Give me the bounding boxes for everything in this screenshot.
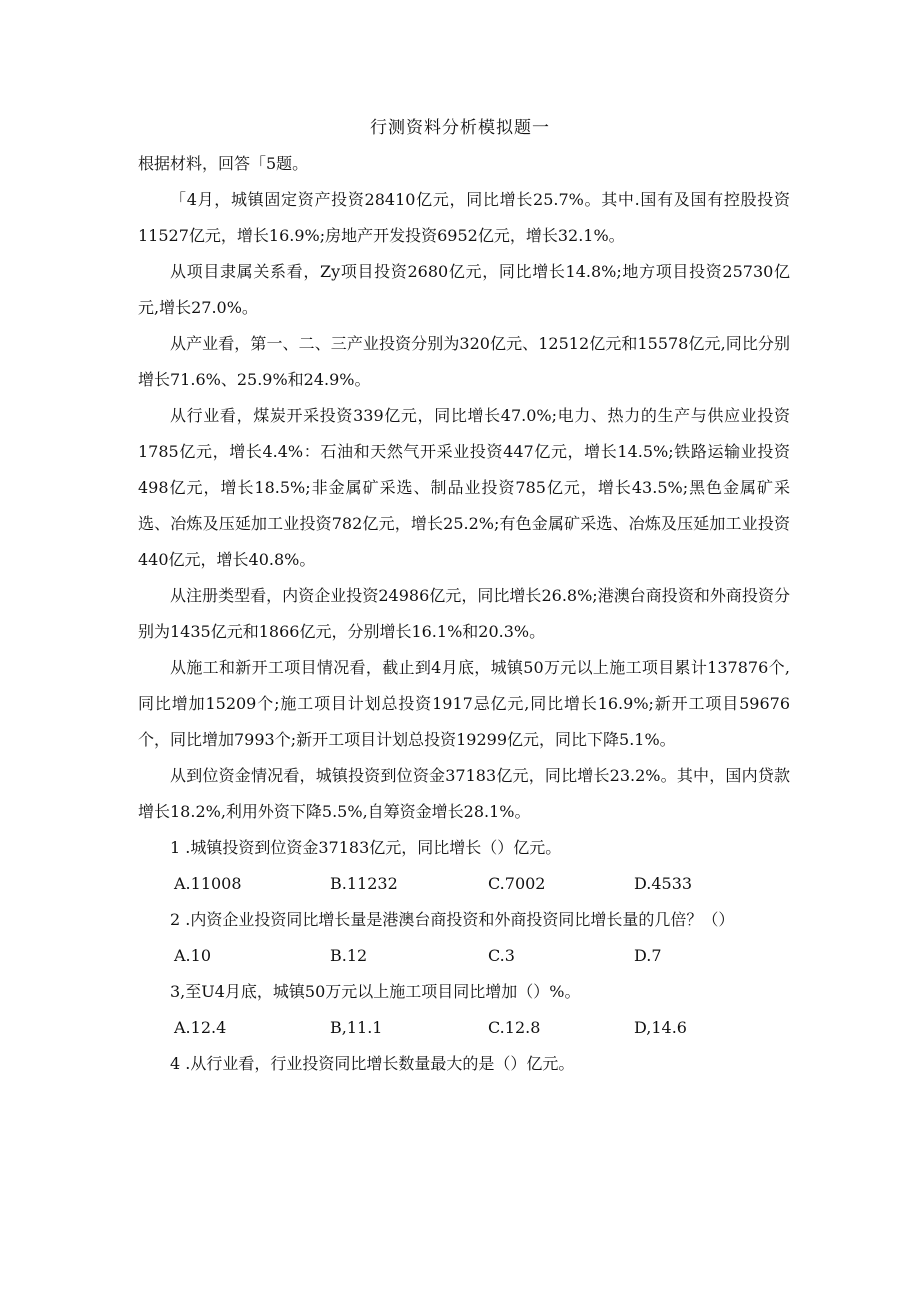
option-b: B.12 xyxy=(330,946,368,965)
paragraph-funding: 从到位资金情况看，城镇投资到位资金37183亿元，同比增长23.2%。其中，国内贷款增长18.2%,利用外资下降5.5%,自筹资金增长28.1%。 xyxy=(138,766,790,821)
option-b: B,11.1 xyxy=(330,1018,383,1037)
paragraph-registration: 从注册类型看，内资企业投资24986亿元，同比增长26.8%;港澳台商投资和外商投资分别为1435亿元和1866亿元，分别增长16.1%和20.3%。 xyxy=(138,586,790,641)
question-1-options xyxy=(138,866,790,902)
document-body xyxy=(138,146,790,1082)
option-c: C.7002 xyxy=(488,874,546,893)
option-d: D.4533 xyxy=(634,874,693,893)
option-a: A.10 xyxy=(174,946,211,965)
paragraph-affiliation: 从项目隶属关系看，Zy项目投资2680亿元，同比增长14.8%;地方项目投资25730亿元,增长27.0%。 xyxy=(138,262,790,317)
intro-line: 根据材料，回答「5题。 xyxy=(138,154,309,173)
option-a: A.12.4 xyxy=(174,1018,227,1037)
question-2-options xyxy=(138,938,790,974)
option-c: C.12.8 xyxy=(488,1018,541,1037)
paragraph-industry-sector: 从产业看，第一、二、三产业投资分别为320亿元、12512亿元和15578亿元,同比分别增长71.6%、25.9%和24.9%。 xyxy=(138,334,790,389)
question-4: 4 .从行业看，行业投资同比增长数量最大的是（）亿元。 xyxy=(170,1054,575,1073)
paragraph-industry: 从行业看，煤炭开采投资339亿元，同比增长47.0%;电力、热力的生产与供应业投资1785亿元，增长4.4%：石油和天然气开采业投资447亿元，增长14.5%;铁路运输业投资498亿元，增长18.5%;非金属矿采选、制品业投资785亿元，增长43.5%;黑色金属矿采选、冶炼及压延加工业投资782亿元，增长25.2%;有色金属矿采选、冶炼及压延加工业投资440亿元，增长40.8%。 xyxy=(138,406,790,569)
question-3-options xyxy=(138,1010,790,1046)
paragraph-projects: 从施工和新开工项目情况看，截止到4月底，城镇50万元以上施工项目累计137876个,同比增加15209个;施工项目计划总投资1917忌亿元,同比增长16.9%;新开工项目59676个，同比增加7993个;新开工项目计划总投资19299亿元，同比下降5.1%。 xyxy=(138,658,790,749)
document-title: 行测资料分析模拟题一 xyxy=(370,118,550,138)
option-c: C.3 xyxy=(488,946,515,965)
paragraph-overview: 「4月，城镇固定资产投资28410亿元，同比增长25.7%。其中.国有及国有控股投资11527亿元，增长16.9%;房地产开发投资6952亿元，增长32.1%。 xyxy=(138,190,790,245)
option-d: D.7 xyxy=(634,946,662,965)
option-a: A.11008 xyxy=(174,874,242,893)
option-d: D,14.6 xyxy=(634,1018,687,1037)
question-1: 1 .城镇投资到位资金37183亿元，同比增长（）亿元。 xyxy=(170,838,562,857)
option-b: B.11232 xyxy=(330,874,398,893)
question-3: 3,至U4月底，城镇50万元以上施工项目同比增加（）%。 xyxy=(170,982,581,1001)
question-2: 2 .内资企业投资同比增长量是港澳台商投资和外商投资同比增长量的几倍？（） xyxy=(170,910,735,929)
